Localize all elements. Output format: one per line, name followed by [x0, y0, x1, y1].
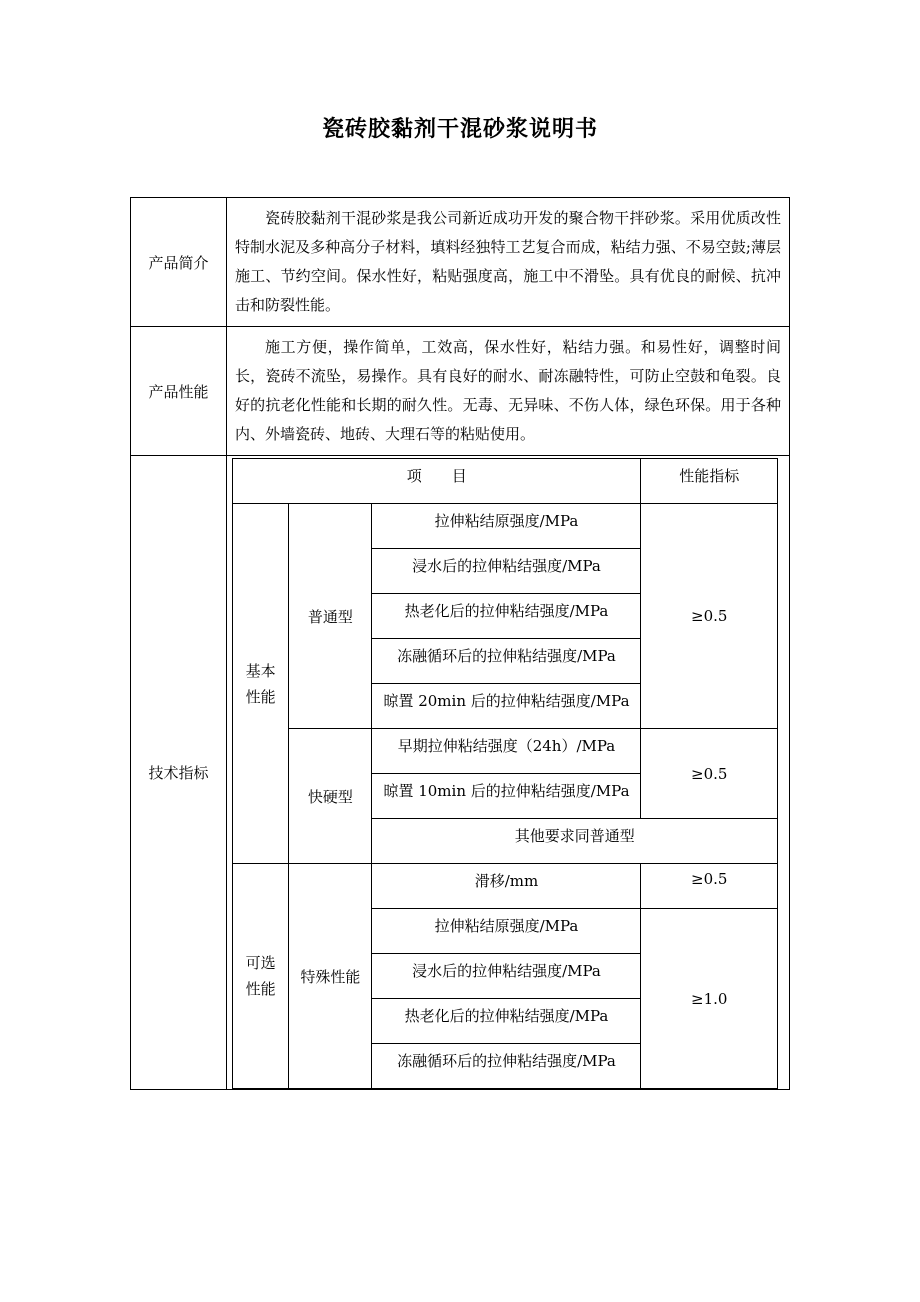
optional-label-line2: 性能 — [245, 980, 276, 998]
performance-row — [131, 327, 790, 456]
optional-group-label — [233, 864, 289, 1089]
basic-label-line2: 性能 — [245, 687, 276, 706]
normal-item: 热老化后的拉伸粘结强度/MPa — [372, 594, 641, 639]
specs-row — [131, 456, 790, 1090]
special-item: 浸水后的拉伸粘结强度/MPa — [372, 954, 641, 999]
specs-label: 技术指标 — [131, 456, 227, 1090]
specs-header-row — [233, 459, 778, 504]
slip-item: 滑移/mm — [372, 864, 641, 909]
normal-value: ≥0.5 — [641, 504, 778, 729]
slip-value: ≥0.5 — [641, 864, 778, 909]
special-item: 拉伸粘结原强度/MPa — [372, 909, 641, 954]
specs-table — [232, 458, 778, 1089]
table-row — [233, 864, 778, 909]
basic-group-label — [233, 504, 289, 864]
special-item: 冻融循环后的拉伸粘结强度/MPa — [372, 1044, 641, 1089]
intro-row — [131, 198, 790, 327]
table-row — [233, 729, 778, 774]
header-item: 项 目 — [233, 459, 641, 504]
document-title: 瓷砖胶黏剂干混砂浆说明书 — [321, 117, 598, 142]
spec-sheet-table — [130, 197, 790, 1090]
special-type-label: 特殊性能 — [289, 864, 372, 1089]
basic-label-line1: 基本 — [245, 661, 276, 680]
specs-container — [227, 456, 790, 1090]
normal-item: 拉伸粘结原强度/MPa — [372, 504, 641, 549]
normal-item: 晾置 20min 后的拉伸粘结强度/MPa — [372, 684, 641, 729]
intro-text: 瓷砖胶黏剂干混砂浆是我公司新近成功开发的聚合物干拌砂浆。采用优质改性特制水泥及多种高分子材料，填料经独特工艺复合而成，粘结力强、不易空鼓;薄层施工、节约空间。保水性好，粘贴强度高，施工中不滑坠。具有优良的耐候、抗冲击和防裂性能。 — [227, 198, 790, 327]
performance-text: 施工方便，操作简单，工效高，保水性好，粘结力强。和易性好，调整时间长，瓷砖不流坠，易操作。具有良好的耐水、耐冻融特性，可防止空鼓和龟裂。良好的抗老化性能和长期的耐久性。无毒、无异味、不伤人体，绿色环保。用于各种内、外墙瓷砖、地砖、大理石等的粘贴使用。 — [227, 327, 790, 456]
normal-item: 浸水后的拉伸粘结强度/MPa — [372, 549, 641, 594]
fast-item: 晾置 10min 后的拉伸粘结强度/MPa — [372, 774, 641, 819]
header-value: 性能指标 — [641, 459, 778, 504]
normal-type-label: 普通型 — [289, 504, 372, 729]
performance-label: 产品性能 — [131, 327, 227, 456]
table-row — [233, 504, 778, 549]
optional-label-line1: 可选 — [245, 954, 276, 972]
fast-item: 早期拉伸粘结强度（24h）/MPa — [372, 729, 641, 774]
fast-note: 其他要求同普通型 — [372, 819, 778, 864]
fast-value: ≥0.5 — [641, 729, 778, 819]
normal-item: 冻融循环后的拉伸粘结强度/MPa — [372, 639, 641, 684]
special-value: ≥1.0 — [641, 909, 778, 1089]
intro-label: 产品简介 — [131, 198, 227, 327]
special-item: 热老化后的拉伸粘结强度/MPa — [372, 999, 641, 1044]
fast-type-label: 快硬型 — [289, 729, 372, 864]
